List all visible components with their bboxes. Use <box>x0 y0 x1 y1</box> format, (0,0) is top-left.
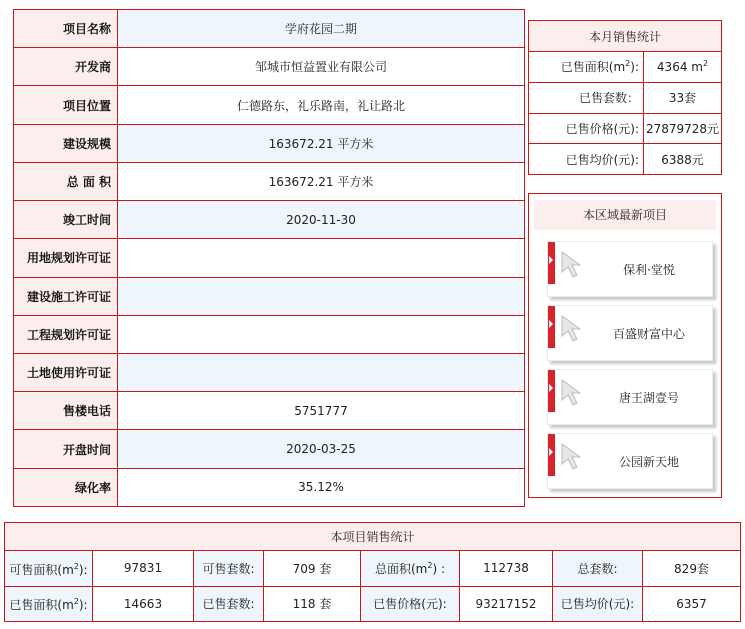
area-project-name[interactable]: 保利·堂悦 <box>623 263 675 277</box>
cursor-arrow-icon <box>560 442 584 472</box>
total-area-label: 总面积$(m^2)$ : <box>361 551 460 586</box>
label-opening-date: 开盘时间 <box>14 430 118 468</box>
label-green-rate: 绿化率 <box>14 468 118 506</box>
area-project-item[interactable] <box>547 305 713 361</box>
marker-icon <box>548 370 555 412</box>
sold-price-label-total: 已售价格(元): <box>361 586 460 621</box>
avg-price-label-total: 已售均价(元): <box>553 586 643 621</box>
area-project-item[interactable] <box>547 433 713 489</box>
sold-units-value: 33套 <box>644 82 722 113</box>
sold-price-value: 27879728元 <box>644 113 722 144</box>
row-developer <box>14 48 525 86</box>
available-units-value: 709 套 <box>264 551 361 586</box>
avg-price-value: 6388元 <box>644 144 722 175</box>
area-project-item[interactable] <box>547 241 713 297</box>
project-info-table <box>13 9 525 507</box>
label-construction-permit: 建设施工许可证 <box>14 277 118 315</box>
sold-area-value-total: 14663 <box>93 586 194 621</box>
marker-icon <box>548 434 555 476</box>
sold-units-label: 已售套数： <box>529 82 644 113</box>
row-engineering-permit <box>14 315 525 353</box>
value-project-name: 学府花园二期 <box>118 10 525 48</box>
value-land-planning-permit <box>118 239 525 277</box>
sold-units-label-total: 已售套数: <box>194 586 264 621</box>
value-land-use-permit <box>118 353 525 391</box>
value-developer: 邹城市恒益置业有限公司 <box>118 48 525 86</box>
value-location: 仁德路东，礼乐路南，礼让路北 <box>118 86 525 124</box>
sold-area-value: 4364 $m^2$ <box>644 52 722 83</box>
row-construction-permit <box>14 277 525 315</box>
avg-price-label: 已售均价(元): <box>529 144 644 175</box>
value-opening-date: 2020-03-25 <box>118 430 525 468</box>
cursor-arrow-icon <box>560 250 584 280</box>
marker-icon <box>548 242 555 284</box>
label-completion: 竣工时间 <box>14 201 118 239</box>
area-projects-title: 本区域最新项目 <box>534 200 716 230</box>
project-stats-title: 本项目销售统计 <box>5 523 741 551</box>
label-location: 项目位置 <box>14 86 118 124</box>
sold-area-label-total: 已售面积$(m^2)$: <box>5 586 93 621</box>
monthly-sales-stats <box>528 20 722 175</box>
value-completion: 2020-11-30 <box>118 201 525 239</box>
sold-price-label: 已售价格(元): <box>529 113 644 144</box>
stats-row-sold <box>5 586 741 621</box>
area-project-name[interactable]: 唐王湖壹号 <box>618 391 679 405</box>
available-area-label: 可售面积$(m^2)$: <box>5 551 93 586</box>
project-sales-stats <box>4 522 741 622</box>
sold-units-value-total: 118 套 <box>264 586 361 621</box>
cursor-arrow-icon <box>560 378 584 408</box>
row-green-rate <box>14 468 525 506</box>
row-opening-date <box>14 430 525 468</box>
value-green-rate: 35.12% <box>118 468 525 506</box>
cursor-arrow-icon <box>560 314 584 344</box>
label-project-name: 项目名称 <box>14 10 118 48</box>
area-project-name[interactable]: 百盛财富中心 <box>612 327 685 341</box>
available-units-label: 可售套数: <box>194 551 264 586</box>
value-build-scale: 163672.21 平方米 <box>118 124 525 162</box>
row-completion <box>14 201 525 239</box>
row-sales-phone <box>14 392 525 430</box>
area-latest-projects <box>528 193 722 498</box>
stats-row-available <box>5 551 741 586</box>
row-location <box>14 86 525 124</box>
marker-icon <box>548 306 555 348</box>
total-area-value: 112738 <box>460 551 553 586</box>
total-units-value: 829套 <box>643 551 741 586</box>
label-total-area: 总 面 积 <box>14 162 118 200</box>
row-land-use-permit <box>14 353 525 391</box>
available-area-value: 97831 <box>93 551 194 586</box>
label-land-planning-permit: 用地规划许可证 <box>14 239 118 277</box>
label-build-scale: 建设规模 <box>14 124 118 162</box>
monthly-stats-title: 本月销售统计 <box>529 21 722 52</box>
label-engineering-permit: 工程规划许可证 <box>14 315 118 353</box>
area-project-name[interactable]: 公园新天地 <box>618 455 679 469</box>
total-units-label: 总套数: <box>553 551 643 586</box>
sold-price-value-total: 93217152 <box>460 586 553 621</box>
value-construction-permit <box>118 277 525 315</box>
row-project-name <box>14 10 525 48</box>
value-sales-phone: 5751777 <box>118 392 525 430</box>
label-land-use-permit: 土地使用许可证 <box>14 353 118 391</box>
label-sales-phone: 售楼电话 <box>14 392 118 430</box>
value-total-area: 163672.21 平方米 <box>118 162 525 200</box>
row-build-scale <box>14 124 525 162</box>
row-land-planning-permit <box>14 239 525 277</box>
area-project-item[interactable] <box>547 369 713 425</box>
row-total-area <box>14 162 525 200</box>
value-engineering-permit <box>118 315 525 353</box>
sold-area-label: 已售面积$(m^2)$: <box>529 52 644 83</box>
label-developer: 开发商 <box>14 48 118 86</box>
avg-price-value-total: 6357 <box>643 586 741 621</box>
